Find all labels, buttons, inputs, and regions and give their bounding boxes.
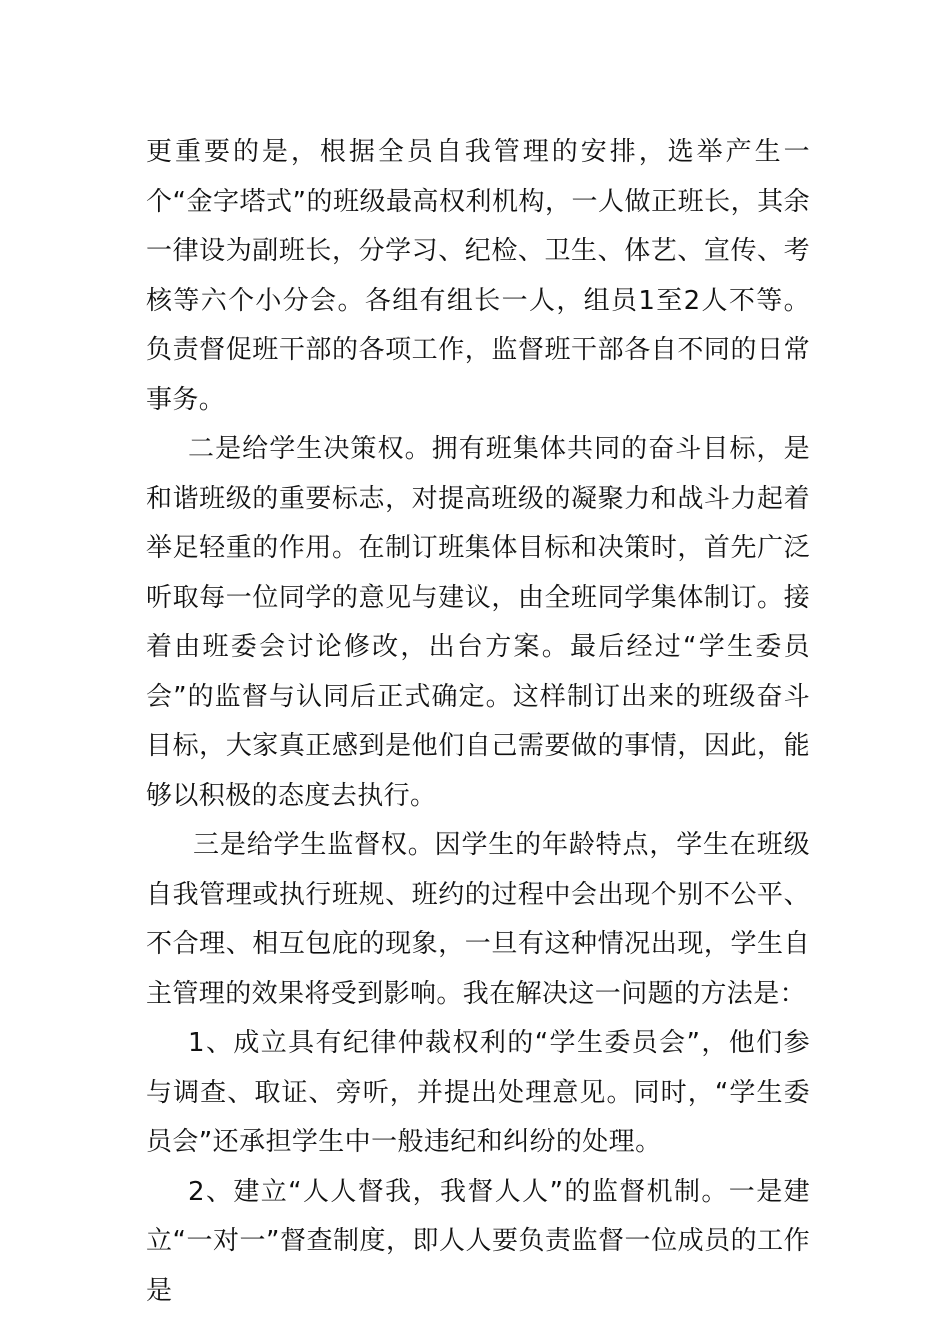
paragraph-student-committee: 1、成立具有纪律仲裁权利的“学生委员会”，他们参与调查、取证、旁听，并提出处理意见。同时，“学生委员会”还承担学生中一般违纪和纠纷的处理。 bbox=[146, 1028, 810, 1157]
paragraph-decision-right: 二是给学生决策权。拥有班集体共同的奋斗目标，是和谐班级的重要标志，对提高班级的凝聚力和战斗力起着举足轻重的作用。在制订班集体目标和决策时，首先广泛听取每一位同学的意见与建议，由全班同学集体制订。接着由班委会讨论修改，出台方案。最后经过“学生委员会”的监督与认同后正式确定。这样制订出来的班级奋斗目标，大家真正感到是他们自己需要做的事情，因此，能够以积极的态度去执行。 bbox=[146, 434, 810, 811]
paragraph-supervision-mechanism: 2、建立“人人督我，我督人人”的监督机制。一是建立“一对一”督查制度，即人人要负责监督一位成员的工作是 bbox=[146, 1176, 810, 1306]
document-body bbox=[146, 128, 810, 1316]
paragraph-class-structure: 更重要的是，根据全员自我管理的安排，选举产生一个“金字塔式”的班级最高权利机构，一人做正班长，其余一律设为副班长，分学习、纪检、卫生、体艺、宣传、考核等六个小分会。各组有组长一人，组员1至2人不等。负责督促班干部的各项工作，监督班干部各自不同的日常事务。 bbox=[146, 137, 810, 415]
paragraph-supervision-right: 三是给学生监督权。因学生的年龄特点，学生在班级自我管理或执行班规、班约的过程中会出现个别不公平、不合理、相互包庇的现象，一旦有这种情况出现，学生自主管理的效果将受到影响。我在解决这一问题的方法是： bbox=[146, 830, 810, 1009]
